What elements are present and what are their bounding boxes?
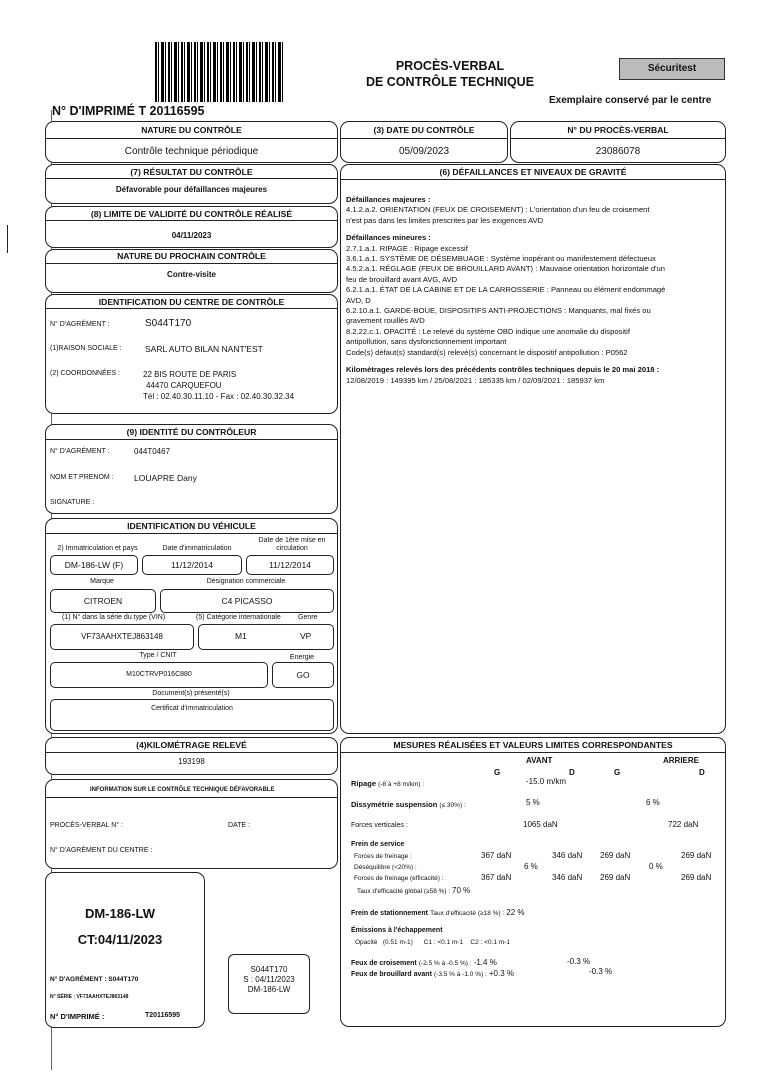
barcode — [155, 42, 285, 102]
taux-global-row — [357, 886, 470, 895]
centre-raison-label: (1)RAISON SOCIALE : — [50, 345, 122, 352]
feux-brouil-limit: (-3.5 % à -1.0 %) : — [434, 971, 487, 978]
ripage-label: Ripage — [351, 779, 377, 788]
centre-agrement-label: N° D'AGRÉMENT : — [50, 321, 110, 328]
controller-signature-label: SIGNATURE : — [50, 499, 95, 506]
feux-crois-g: -1.4 % — [473, 958, 497, 967]
date-immat-value: 11/12/2014 — [142, 555, 242, 575]
dissym-av: 5 % — [526, 798, 540, 807]
feux-brouil-d: -0.3 % — [589, 967, 613, 976]
designation-value: C4 PICASSO — [160, 589, 334, 613]
divider — [510, 138, 725, 139]
feux-brouil-label: Feux de brouillard avant — [351, 971, 432, 978]
minor-title: Défaillances mineures : — [346, 233, 431, 243]
date-value: 05/09/2023 — [398, 146, 450, 157]
desequilibre-label: Déséquilibre (<20%) : — [354, 864, 417, 871]
centre-coord-label: (2) COORDONNÉES : — [50, 370, 121, 377]
next-label: NATURE DU PROCHAIN CONTRÔLE — [117, 251, 266, 261]
frein-stat-value: 22 % — [506, 908, 525, 917]
sticker-agrement: N° D'AGRÉMENT : S044T170 — [50, 976, 139, 983]
avant-header: AVANT — [526, 756, 553, 765]
km-history-title: Kilométrages relevés lors des précédents contrôles techniques depuis le 20 mai 2018 : — [346, 365, 660, 375]
divider — [45, 439, 337, 440]
minor-defect: 6.2.1.a.1. ÉTAT DE LA CABINE ET DE LA CARROSSERIE : Panneau ou élément endommagé AVD, D — [346, 285, 666, 305]
type-label: Type / CNIT — [139, 652, 177, 659]
defects-title: (6) DÉFAILLANCES ET NIVEAUX DE GRAVITÉ — [439, 167, 627, 177]
address-line-2: 44470 CARQUEFOU — [146, 381, 222, 390]
vin-label: (1) N° dans la série du type (VIN) — [62, 614, 166, 621]
dissym-row — [351, 800, 466, 809]
dissym-ar: 6 % — [646, 798, 660, 807]
categorie-label: (5) Catégorie internationale — [196, 614, 281, 621]
ff-avg: 367 daN — [481, 851, 512, 860]
address-phone: Tél : 02.40.30.11.10 - Fax : 02.40.30.32.34 — [143, 392, 295, 401]
controller-name-label: NOM ET PRENOM : — [50, 474, 114, 481]
dissym-limit: (≤ 30%) : — [439, 802, 466, 809]
ffe-ard: 269 daN — [681, 873, 712, 882]
title-line-1: PROCÈS-VERBAL — [395, 59, 505, 73]
marque-label: Marque — [90, 578, 114, 585]
forces-vert-ar: 722 daN — [668, 820, 699, 829]
address-line-1: 22 BIS ROUTE DE PARIS — [143, 370, 237, 379]
sticker-plate: DM-186-LW — [84, 906, 156, 921]
genre-label: Genre — [298, 614, 318, 621]
arriere-d: D — [699, 768, 705, 777]
result-label: (7) RÉSULTAT DU CONTRÔLE — [130, 167, 253, 177]
docs-label: Document(s) présenté(s) — [152, 690, 230, 697]
immat-label: 2) Immatriculation et pays — [57, 545, 138, 552]
divider — [45, 308, 337, 309]
ffe-arg: 269 daN — [600, 873, 631, 882]
spacer — [346, 358, 666, 365]
forces-vert-label: Forces verticales : — [351, 822, 408, 829]
genre-value: VP — [300, 631, 312, 641]
pv-label: N° DU PROCÈS-VERBAL — [567, 125, 669, 135]
feux-crois-limit: (-2.5 % à -0.5 %) : — [418, 960, 472, 967]
controller-agrement-label: N° D'AGRÉMENT : — [50, 448, 110, 455]
feux-brouil-g: +0.3 % — [488, 969, 514, 978]
divider — [45, 178, 337, 179]
taux-global-value: 70 % — [452, 886, 471, 895]
centre-title: IDENTIFICATION DU CENTRE DE CONTRÔLE — [98, 297, 285, 307]
vin-value: VF73AAHXTEJ863148 — [50, 624, 194, 650]
divider — [45, 533, 337, 534]
defects-list — [346, 195, 666, 386]
minor-defect: Code(s) défaut(s) standard(s) relevé(s) concernant le dispositif antipollution : P0562 — [346, 347, 628, 357]
frein-service-label: Frein de service — [351, 841, 405, 848]
unfavorable-agrement-label: N° D'AGRÉMENT DU CENTRE : — [50, 847, 153, 854]
km-history — [346, 365, 666, 386]
result-value: Défavorable pour défaillances majeures — [115, 185, 268, 194]
divider — [45, 797, 337, 798]
document-title — [330, 58, 570, 90]
centre-agrement-value: S044T170 — [145, 318, 192, 329]
ff-avd: 346 daN — [552, 851, 583, 860]
divider — [45, 220, 337, 221]
nature-value: Contrôle technique périodique — [124, 146, 259, 157]
ripage-value: -15.0 m/km — [526, 777, 567, 786]
feux-crois-d: -0.3 % — [567, 957, 591, 966]
deseq-ar: 0 % — [649, 862, 663, 871]
categorie-genre-cell — [198, 624, 334, 650]
unfavorable-pv-label: PROCÈS-VERBAL N° : — [50, 822, 123, 829]
divider — [45, 752, 337, 753]
nature-label: NATURE DU CONTRÔLE — [141, 125, 242, 135]
designation-label: Désignation commerciale — [206, 578, 286, 585]
sticker-imprime-label: N° D'IMPRIMÉ : — [50, 1012, 105, 1021]
unfavorable-title: INFORMATION SUR LE CONTRÔLE TECHNIQUE DÉFAVORABLE — [90, 787, 275, 793]
unfavorable-date-label: DATE : — [228, 822, 251, 829]
km-history-values: 12/08/2019 : 149395 km / 25/08/2021 : 185335 km / 02/09/2021 : 185937 km — [346, 375, 605, 385]
energie-label: Energie — [289, 654, 315, 661]
feux-crois-label: Feux de croisement — [351, 960, 417, 967]
copy-note: Exemplaire conservé par le centre — [549, 95, 712, 106]
centre-raison-value: SARL AUTO BILAN NANT'EST — [145, 344, 263, 354]
title-line-2: DE CONTRÔLE TECHNIQUE — [365, 75, 535, 89]
minor-defect: 6.2.10.a.1. GARDE-BOUE, DISPOSITIFS ANTI-PROJECTIONS : Manquants, mal fixés ou gravement rouillés AVD — [346, 306, 651, 326]
sticker-ct-date: CT:04/11/2023 — [77, 932, 163, 947]
stamp-line-1: S044T170 — [250, 965, 288, 974]
taux-global-label: Taux d'efficacité global (≥58 %) : — [357, 888, 451, 895]
forces-freinage-label: Forces de freinage : — [354, 853, 412, 860]
stamp-line-2: S : 04/11/2023 — [243, 975, 295, 984]
divider — [340, 138, 507, 139]
mileage-title: (4)KILOMÉTRAGE RELEVÉ — [136, 740, 247, 750]
pv-value: 23086078 — [595, 146, 641, 157]
major-title: Défaillances majeures : — [346, 195, 431, 204]
emissions-label: Émissions à l'échappement — [351, 927, 443, 934]
measures-title: MESURES RÉALISÉES ET VALEURS LIMITES CORRESPONDANTES — [393, 740, 673, 750]
feux-brouil-row — [351, 969, 514, 978]
ripage-row — [351, 779, 424, 788]
ffe-avg: 367 daN — [481, 873, 512, 882]
feux-crois-row — [351, 958, 497, 967]
next-value: Contre-visite — [167, 270, 216, 279]
divider — [45, 138, 337, 139]
ff-eff-label: Forces de freinage (efficacité) : — [354, 875, 444, 882]
energie-value: GO — [272, 662, 334, 688]
minor-defect: 2.7.1.a.1. RIPAGE : Ripage excessif — [346, 243, 468, 253]
margin-mark — [7, 225, 8, 253]
ff-ard: 269 daN — [681, 851, 712, 860]
ripage-limit: (-8 à +8 m/km) : — [378, 781, 425, 788]
first-circ-label: Date de 1ère mise en circulation — [258, 537, 326, 552]
centre-address — [143, 369, 294, 402]
marque-value: CITROEN — [50, 589, 156, 613]
stamp — [228, 965, 310, 995]
minor-defect: 3.6.1.a.1. SYSTÈME DE DÉSEMBUAGE : Système inopérant ou manifestement défectueux — [346, 254, 656, 264]
frein-stat-row — [351, 908, 525, 917]
ffe-avd: 346 daN — [552, 873, 583, 882]
vehicle-title: IDENTIFICATION DU VÉHICULE — [127, 521, 256, 531]
avant-d: D — [569, 768, 575, 777]
controller-name-value: LOUAPRE Dany — [134, 473, 197, 483]
major-defect: 4.1.2.a.2. ORIENTATION (FEUX DE CROISEMENT) : L'orientation d'un feu de croisement n'est pas dans les limites prescrites par les exigences AVD — [346, 205, 650, 225]
categorie-value: M1 — [235, 631, 247, 641]
mileage-value: 193198 — [178, 757, 205, 766]
arriere-header: ARRIERE — [663, 756, 700, 765]
sticker-box — [45, 872, 205, 1028]
validity-label: (8) LIMITE DE VALIDITÉ DU CONTRÔLE RÉALISÉ — [90, 209, 293, 219]
immat-value: DM-186-LW (F) — [50, 555, 138, 575]
opacite-line: Opacité (0.51 m-1) C1 : <0.1 m-1 C2 : <0.1 m-1 — [355, 939, 510, 946]
frein-stat-label: Frein de stationnement — [351, 910, 429, 917]
sticker-serie: N° SÉRIE : VF73AAHXTEJ863148 — [50, 994, 129, 1000]
date-label: (3) DATE DU CONTRÔLE — [373, 125, 475, 135]
forces-vert-av: 1065 daN — [523, 820, 558, 829]
controller-agrement-value: 044T0467 — [134, 447, 171, 456]
divider — [340, 752, 725, 753]
minor-defect: 4.5.2.a.1. RÉGLAGE (FEUX DE BROUILLARD AVANT) : Mauvaise orientation horizontale d'un feu de brouillard avant AVG, AVD — [346, 264, 665, 284]
ff-arg: 269 daN — [600, 851, 631, 860]
spacer — [346, 226, 666, 233]
date-immat-label: Date d'immatriculation — [162, 545, 232, 552]
avant-g: G — [494, 768, 501, 777]
dissym-label: Dissymétrie suspension — [351, 800, 438, 809]
docs-value: Certificat d'immatriculation — [50, 699, 334, 731]
controller-title: (9) IDENTITÉ DU CONTRÔLEUR — [126, 427, 257, 437]
sticker-imprime-value: T20116595 — [145, 1012, 181, 1019]
frein-stat-limit: Taux d'efficacité (≥18 %) : — [430, 910, 505, 917]
validity-value: 04/11/2023 — [171, 231, 212, 240]
type-value: M10CTRVP016C880 — [50, 662, 268, 688]
network-badge: Sécuritest — [619, 58, 725, 80]
divider — [45, 263, 337, 264]
minor-defect: 8.2.22.c.1. OPACITÉ : Le relevé du système OBD indique une anomalie du dispositif antipollution, sans dysfonctionnement important — [346, 326, 630, 347]
deseq-av: 6 % — [524, 862, 538, 871]
first-circ-value: 11/12/2014 — [246, 555, 334, 575]
stamp-line-3: DM-186-LW — [247, 985, 291, 994]
print-number: N° D'IMPRIMÉ T 20116595 — [52, 104, 205, 118]
divider — [340, 179, 725, 180]
arriere-g: G — [614, 768, 621, 777]
